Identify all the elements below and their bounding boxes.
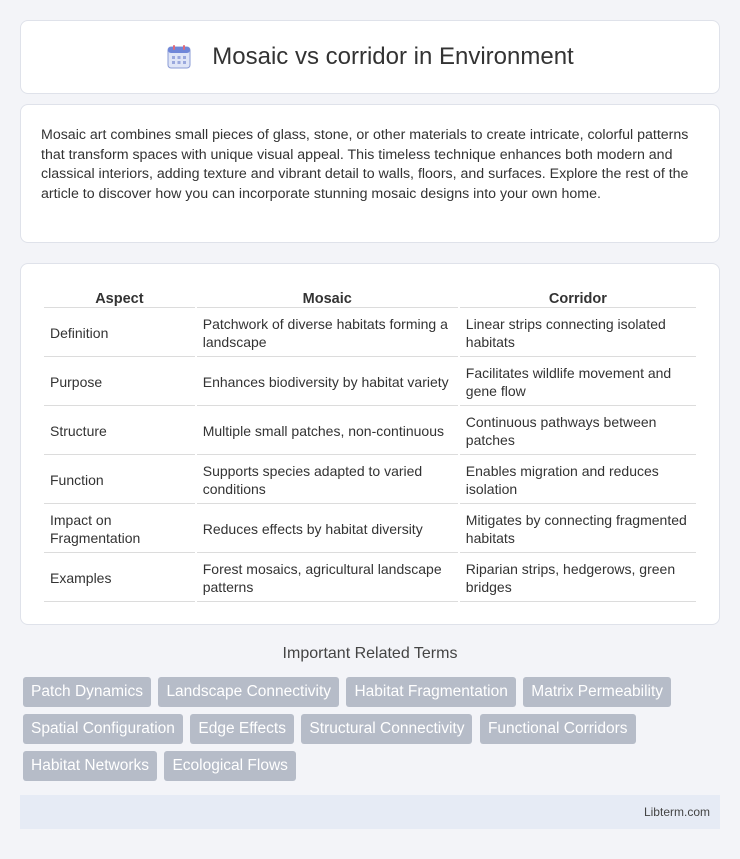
cell-corridor: Linear strips connecting isolated habitats [460,310,696,357]
tag-edge-effects[interactable]: Edge Effects [190,714,294,744]
intro-card [20,104,720,243]
cell-mosaic: Enhances biodiversity by habitat variety [197,359,458,406]
tag-landscape-connectivity[interactable]: Landscape Connectivity [158,677,339,707]
cell-corridor: Mitigates by connecting fragmented habitats [460,506,696,553]
cell-mosaic: Forest mosaics, agricultural landscape patterns [197,555,458,602]
cell-aspect: Purpose [44,359,195,406]
tag-habitat-networks[interactable]: Habitat Networks [23,751,157,781]
table-row [44,310,696,357]
table-row [44,359,696,406]
footer [20,795,720,829]
tag-patch-dynamics[interactable]: Patch Dynamics [23,677,151,707]
footer-site-link[interactable]: Libterm.com [643,805,710,819]
intro-text: Mosaic art combines small pieces of glass, stone, or other materials to create intricate, colorful patterns that transform spaces with unique visual appeal. This timeless technique enhances both modern and classical interiors, adding texture and vibrant detail to walls, floors, and surfaces. Explore the rest of the article to discover how you can incorporate stunning mosaic designs into your own home. [41,127,689,202]
cell-corridor: Facilitates wildlife movement and gene flow [460,359,696,406]
header-aspect: Aspect [44,286,195,308]
tag-habitat-fragmentation[interactable]: Habitat Fragmentation [346,677,515,707]
cell-aspect: Impact on Fragmentation [44,506,195,553]
table-row [44,506,696,553]
table-row [44,408,696,455]
tag-structural-connectivity[interactable]: Structural Connectivity [301,714,472,744]
comparison-card [20,263,720,625]
related-terms-list [23,677,723,788]
cell-aspect: Examples [44,555,195,602]
calendar-icon [166,44,192,70]
table-header-row [44,286,696,308]
header-mosaic: Mosaic [197,286,458,308]
cell-corridor: Riparian strips, hedgerows, green bridges [460,555,696,602]
tag-functional-corridors[interactable]: Functional Corridors [480,714,636,744]
cell-aspect: Function [44,457,195,504]
cell-corridor: Enables migration and reduces isolation [460,457,696,504]
comparison-table [42,284,698,604]
table-row [44,457,696,504]
header-corridor: Corridor [460,286,696,308]
cell-aspect: Definition [44,310,195,357]
cell-aspect: Structure [44,408,195,455]
cell-mosaic: Reduces effects by habitat diversity [197,506,458,553]
table-row [44,555,696,602]
tag-ecological-flows[interactable]: Ecological Flows [164,751,295,781]
tag-spatial-configuration[interactable]: Spatial Configuration [23,714,183,744]
page-title: Mosaic vs corridor in Environment [212,43,574,70]
title-card [20,20,720,94]
related-terms-title: Important Related Terms [282,645,458,662]
cell-mosaic: Supports species adapted to varied conditions [197,457,458,504]
cell-corridor: Continuous pathways between patches [460,408,696,455]
tag-matrix-permeability[interactable]: Matrix Permeability [523,677,671,707]
cell-mosaic: Patchwork of diverse habitats forming a landscape [197,310,458,357]
cell-mosaic: Multiple small patches, non-continuous [197,408,458,455]
